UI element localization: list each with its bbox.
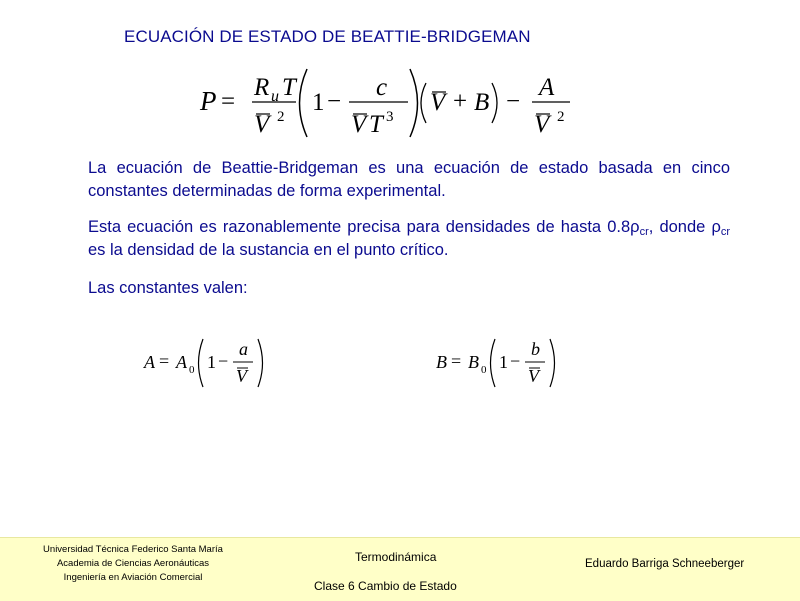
svg-text:B: B — [468, 352, 479, 372]
svg-text:c: c — [376, 74, 388, 101]
constant-a-equation — [140, 333, 280, 393]
svg-text:P: P — [200, 86, 217, 116]
svg-text:B: B — [436, 352, 447, 372]
svg-text:T: T — [369, 111, 383, 138]
beattie-bridgeman-equation — [196, 63, 576, 143]
svg-text:V: V — [430, 89, 446, 116]
svg-text:=: = — [221, 88, 236, 115]
svg-text:1: 1 — [312, 89, 325, 116]
footer-university-line: Ingeniería en Aviación Comercial — [63, 572, 203, 583]
svg-text:V: V — [236, 366, 247, 386]
svg-text:1: 1 — [207, 352, 216, 372]
slide-footer — [0, 537, 800, 601]
footer-course: Termodinámica — [355, 550, 437, 564]
footer-university-line: Academia de Ciencias Aeronáuticas — [56, 558, 210, 569]
svg-text:A: A — [176, 352, 187, 372]
paragraph-constants: Las constantes valen: — [88, 279, 248, 297]
svg-text:u: u — [271, 88, 279, 105]
svg-text:A: A — [539, 74, 555, 101]
svg-text:b: b — [531, 339, 540, 359]
svg-text:A: A — [144, 352, 155, 372]
svg-text:2: 2 — [557, 109, 565, 125]
constant-b-equation — [432, 333, 572, 393]
svg-text:3: 3 — [386, 109, 394, 125]
svg-text:−: − — [510, 351, 521, 371]
svg-text:=: = — [451, 351, 462, 371]
footer-university — [12, 543, 254, 585]
svg-text:2: 2 — [277, 109, 285, 125]
slide-title: ECUACIÓN DE ESTADO DE BEATTIE-BRIDGEMAN — [124, 27, 531, 46]
svg-text:0: 0 — [189, 364, 195, 376]
svg-text:B: B — [474, 89, 490, 116]
svg-text:V: V — [534, 111, 550, 138]
svg-text:T: T — [282, 74, 296, 101]
footer-author: Eduardo Barriga Schneeberger — [585, 558, 745, 570]
svg-text:−: − — [327, 88, 342, 115]
svg-text:0: 0 — [481, 364, 487, 376]
svg-text:V: V — [254, 111, 270, 138]
svg-text:V: V — [351, 111, 367, 138]
svg-text:−: − — [218, 351, 229, 371]
svg-text:R: R — [254, 74, 270, 101]
svg-text:=: = — [159, 351, 170, 371]
svg-text:a: a — [239, 339, 248, 359]
footer-class: Clase 6 Cambio de Estado — [314, 579, 457, 593]
svg-text:1: 1 — [499, 352, 508, 372]
paragraph-precision: Esta ecuación es razonablemente precisa para densidades de hasta $0.8\rho_{cr}$, donde $\rho_{cr}$ es la densidad de la sustancia en el punto crítico. — [88, 218, 730, 259]
svg-text:V: V — [528, 366, 539, 386]
svg-text:−: − — [506, 88, 521, 115]
footer-university-line: Universidad Técnica Federico Santa María — [43, 544, 223, 555]
svg-text:+: + — [453, 88, 468, 115]
paragraph-intro: La ecuación de Beattie-Bridgeman es una ecuación de estado basada en cinco constantes determinadas de forma experimental. — [88, 159, 730, 200]
